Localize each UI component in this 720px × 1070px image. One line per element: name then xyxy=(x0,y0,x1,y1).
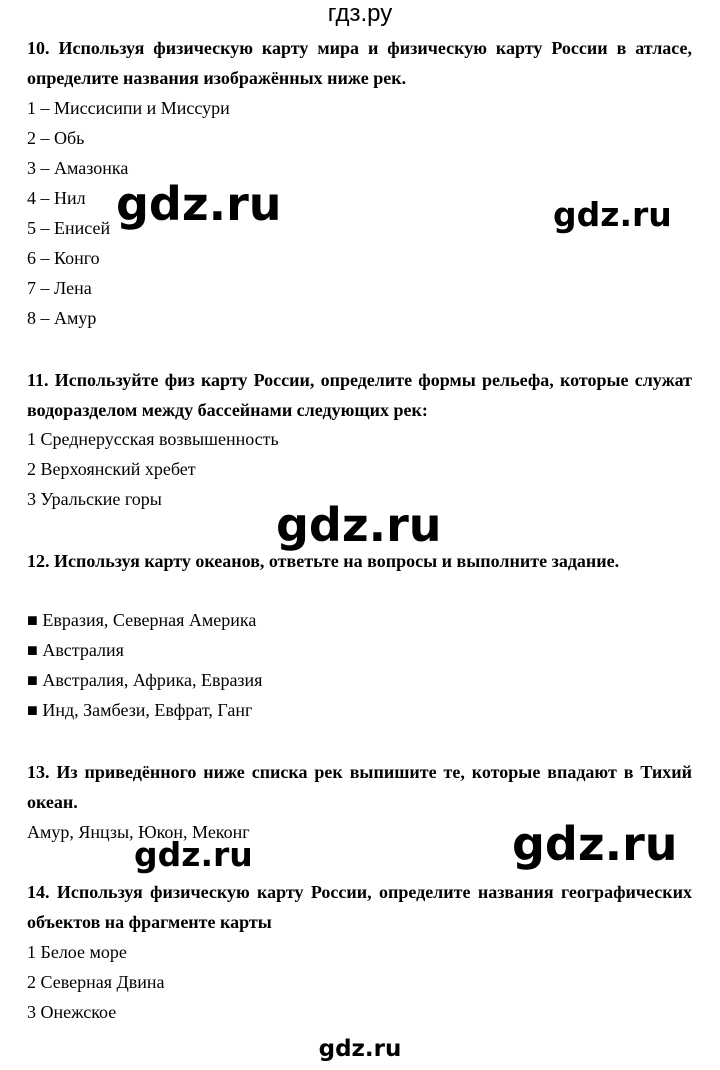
watermark: gdz.ru xyxy=(553,195,672,234)
answer-10-4: 4 – Нил xyxy=(27,188,86,208)
answer-12-4: ■ Инд, Замбези, Евфрат, Ганг xyxy=(27,700,253,720)
answer-12-3: ■ Австралия, Африка, Евразия xyxy=(27,670,263,690)
answer-11-2: 2 Верхоянский хребет xyxy=(27,459,196,479)
answer-10-8: 8 – Амур xyxy=(27,308,97,328)
question-10: 10. Используя физическую карту мира и физическую карту России в атласе, определите названия изображённых ниже рек. xyxy=(27,38,692,88)
site-header[interactable]: гдз.ру xyxy=(327,0,393,27)
answer-14-1: 1 Белое море xyxy=(27,942,127,962)
question-12: 12. Используя карту океанов, ответьте на вопросы и выполните задание. xyxy=(27,551,620,571)
answer-14-2: 2 Северная Двина xyxy=(27,972,165,992)
watermark: gdz.ru xyxy=(134,835,253,874)
question-14: 14. Используя физическую карту России, определите названия географических объектов на фрагменте карты xyxy=(27,882,692,932)
answer-13-1: Амур, Янцзы, Юкон, Меконг xyxy=(27,822,250,842)
answer-10-3: 3 – Амазонка xyxy=(27,158,129,178)
answer-12-2: ■ Австралия xyxy=(27,640,124,660)
answer-10-1: 1 – Миссисипи и Миссури xyxy=(27,98,230,118)
answer-10-7: 7 – Лена xyxy=(27,278,92,298)
watermark: gdz.ru xyxy=(318,1036,402,1062)
answer-10-2: 2 – Обь xyxy=(27,128,85,148)
answer-12-1: ■ Евразия, Северная Америка xyxy=(27,610,257,630)
watermark: gdz.ru xyxy=(512,817,678,871)
answer-14-3: 3 Онежское xyxy=(27,1002,117,1022)
answer-11-3: 3 Уральские горы xyxy=(27,489,162,509)
watermark: gdz.ru xyxy=(276,498,442,552)
answer-10-5: 5 – Енисей xyxy=(27,218,111,238)
answer-11-1: 1 Среднерусская возвышенность xyxy=(27,429,279,449)
answer-10-6: 6 – Конго xyxy=(27,248,100,268)
question-13: 13. Из приведённого ниже списка рек выпишите те, которые впадают в Тихий океан. xyxy=(27,762,692,812)
question-11: 11. Используйте физ карту России, определите формы рельефа, которые служат водоразделом между бассейнами следующих рек: xyxy=(27,370,692,420)
watermark: gdz.ru xyxy=(116,177,282,231)
